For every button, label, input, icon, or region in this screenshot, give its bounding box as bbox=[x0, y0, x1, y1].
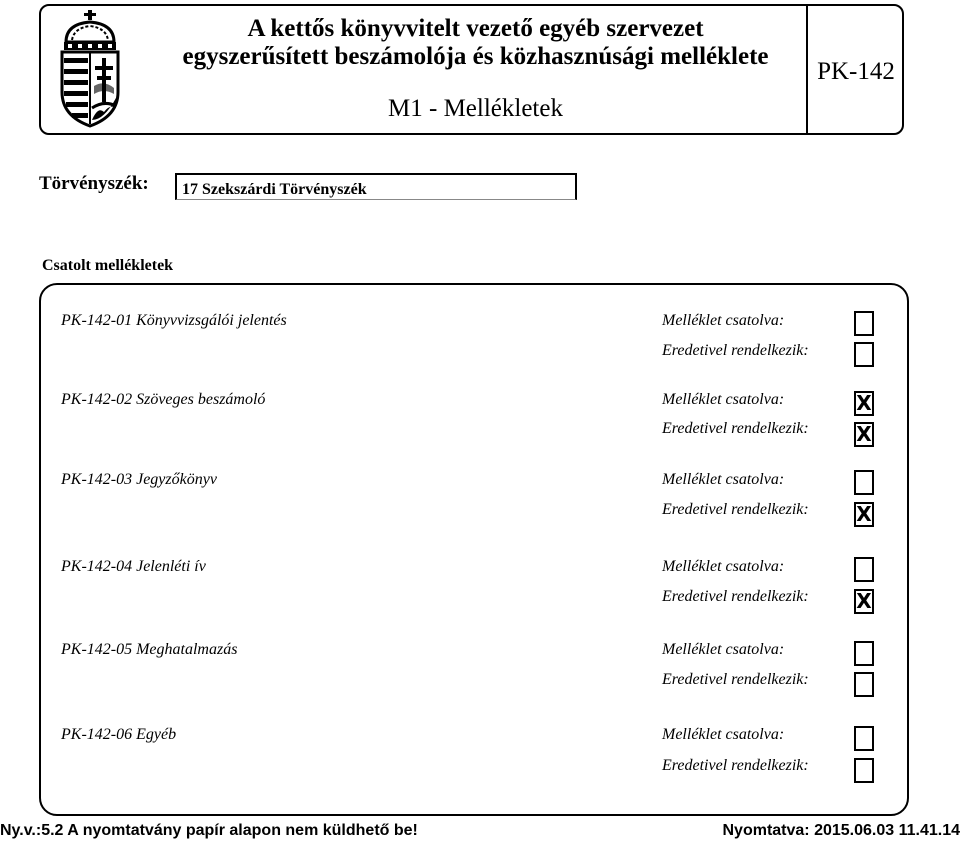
original-checkbox[interactable] bbox=[854, 758, 874, 783]
original-label: Eredetivel rendelkezik: bbox=[662, 420, 809, 437]
original-label: Eredetivel rendelkezik: bbox=[662, 342, 809, 359]
coat-of-arms-icon bbox=[58, 8, 122, 128]
attached-checkbox[interactable] bbox=[854, 557, 874, 582]
original-checkbox[interactable] bbox=[854, 672, 874, 697]
attached-label: Melléklet csatolva: bbox=[662, 641, 785, 658]
original-label: Eredetivel rendelkezik: bbox=[662, 671, 809, 688]
original-label: Eredetivel rendelkezik: bbox=[662, 588, 809, 605]
attachments-title: Csatolt mellékletek bbox=[42, 257, 174, 274]
form-title-line1: A kettős könyvvitelt vezető egyéb szervezet bbox=[247, 15, 704, 42]
attached-label: Melléklet csatolva: bbox=[662, 558, 785, 575]
attachment-row-label: PK-142-04 Jelenléti ív bbox=[61, 558, 206, 575]
form-subtitle: M1 - Mellékletek bbox=[388, 95, 563, 122]
original-label: Eredetivel rendelkezik: bbox=[662, 757, 809, 774]
attachment-row-label: PK-142-03 Jegyzőkönyv bbox=[61, 471, 217, 488]
original-checkbox[interactable] bbox=[854, 342, 874, 367]
attached-checkbox[interactable] bbox=[854, 641, 874, 666]
original-label: Eredetivel rendelkezik: bbox=[662, 501, 809, 518]
court-label: Törvényszék: bbox=[39, 173, 149, 194]
court-field[interactable]: 17 Szekszárdi Törvényszék bbox=[175, 173, 577, 200]
footer-print-date: Nyomtatva: 2015.06.03 11.41.14 bbox=[722, 822, 960, 839]
footer-version-note: Ny.v.:5.2 A nyomtatvány papír alapon nem küldhető be! bbox=[0, 822, 418, 839]
form-title-line2: egyszerűsített beszámolója és közhasznúsági melléklete bbox=[182, 43, 769, 70]
attached-label: Melléklet csatolva: bbox=[662, 726, 785, 743]
attachment-row-label: PK-142-05 Meghatalmazás bbox=[61, 641, 238, 658]
attached-checkbox[interactable] bbox=[854, 311, 874, 336]
attached-label: Melléklet csatolva: bbox=[662, 471, 785, 488]
original-checkbox[interactable]: X bbox=[854, 422, 874, 447]
attached-label: Melléklet csatolva: bbox=[662, 391, 785, 408]
attached-checkbox[interactable] bbox=[854, 726, 874, 751]
attached-label: Melléklet csatolva: bbox=[662, 312, 785, 329]
original-checkbox[interactable]: X bbox=[854, 589, 874, 614]
form-code: PK-142 bbox=[817, 58, 895, 85]
attached-checkbox[interactable]: X bbox=[854, 391, 874, 416]
attachment-row-label: PK-142-02 Szöveges beszámoló bbox=[61, 391, 266, 408]
attachment-row-label: PK-142-06 Egyéb bbox=[61, 726, 177, 743]
original-checkbox[interactable]: X bbox=[854, 502, 874, 527]
attached-checkbox[interactable] bbox=[854, 470, 874, 495]
attachment-row-label: PK-142-01 Könyvvizsgálói jelentés bbox=[61, 312, 287, 329]
